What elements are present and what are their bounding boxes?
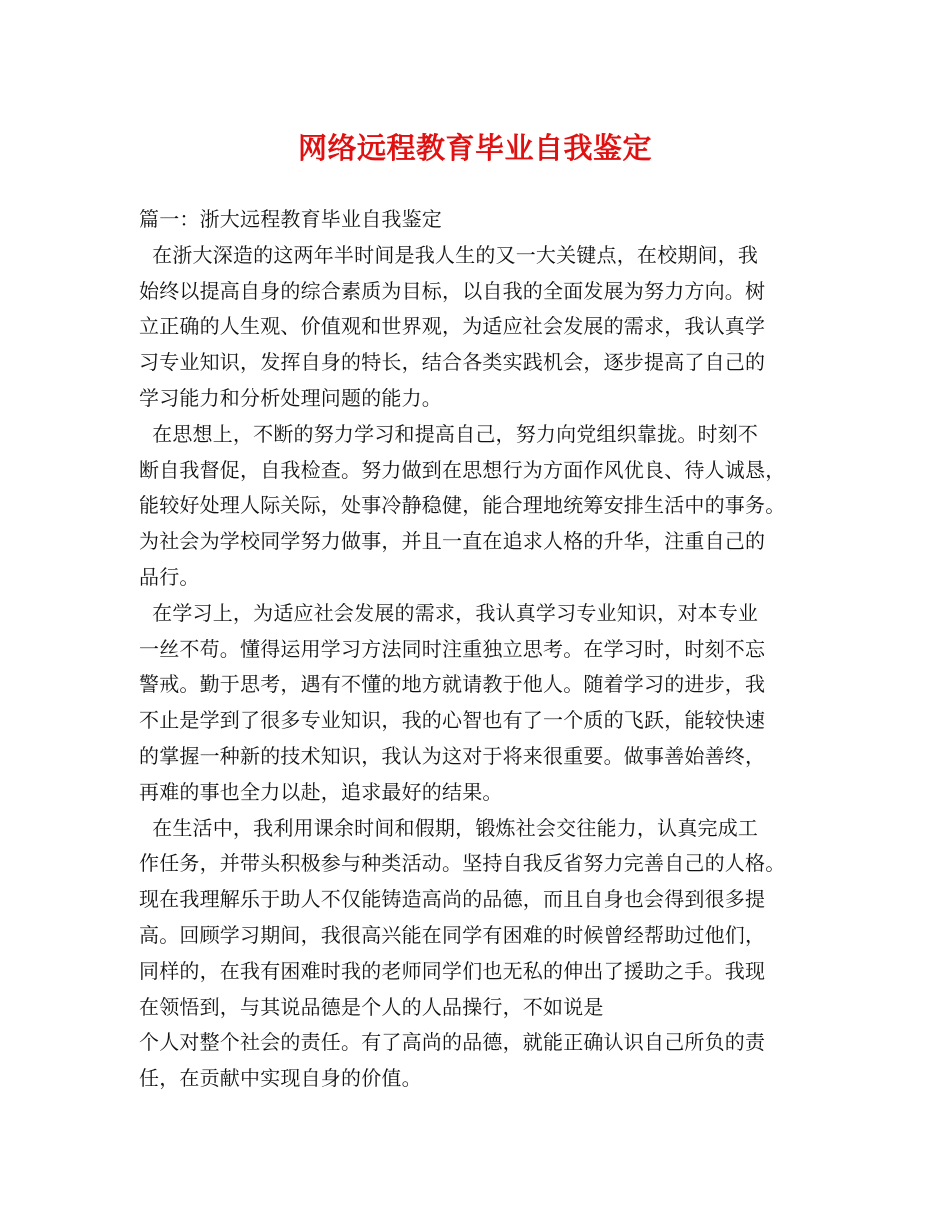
text-line: 习专业知识，发挥自身的特长，结合各类实践机会，逐步提高了自己的 bbox=[139, 350, 766, 375]
text-line: 立正确的人生观、价值观和世界观，为适应社会发展的需求，我认真学 bbox=[139, 314, 766, 339]
text-line: 任，在贡献中实现自身的价值。 bbox=[139, 1066, 422, 1091]
text-line: 为社会为学校同学努力做事，并且一直在追求人格的升华，注重自己的 bbox=[139, 529, 766, 554]
text-line: 警戒。勤于思考，遇有不懂的地方就请教于他人。随着学习的进步，我 bbox=[139, 672, 766, 697]
text-line: 品行。 bbox=[139, 564, 200, 589]
text-line: 能较好处理人际关际，处事冷静稳健，能合理地统筹安排生活中的事务。 bbox=[139, 493, 786, 518]
text-line: 再难的事也全力以赴，追求最好的结果。 bbox=[139, 779, 503, 804]
text-line: 现在我理解乐于助人不仅能铸造高尚的品德，而且自身也会得到很多提 bbox=[139, 887, 766, 912]
text-line: 篇一：浙大远程教育毕业自我鉴定 bbox=[139, 207, 442, 231]
text-line: 在浙大深造的这两年半时间是我人生的又一大关键点，在校期间，我 bbox=[139, 242, 759, 267]
text-line: 高。回顾学习期间，我很高兴能在同学有困难的时候曾经帮助过他们， bbox=[139, 922, 766, 947]
document-title: 网络远程教育毕业自我鉴定 bbox=[297, 131, 652, 165]
text-line: 的掌握一种新的技术知识，我认为这对于将来很重要。做事善始善终， bbox=[139, 743, 766, 768]
text-line: 不止是学到了很多专业知识，我的心智也有了一个质的飞跃，能较快速 bbox=[139, 708, 766, 733]
text-line: 始终以提高自身的综合素质为目标，以自我的全面发展为努力方向。树 bbox=[139, 278, 766, 303]
text-line: 作任务，并带头积极参与种类活动。坚持自我反省努力完善自己的人格。 bbox=[139, 851, 786, 876]
text-line: 在领悟到，与其说品德是个人的人品操行，不如说是 bbox=[139, 994, 604, 1019]
text-line: 断自我督促，自我检查。努力做到在思想行为方面作风优良、待人诚恳， bbox=[139, 457, 786, 482]
text-line: 学习能力和分析处理问题的能力。 bbox=[139, 385, 442, 410]
text-line: 在生活中，我利用课余时间和假期，锻炼社会交往能力，认真完成工 bbox=[139, 815, 759, 840]
text-line: 个人对整个社会的责任。有了高尚的品德，就能正确认识自己所负的责 bbox=[139, 1030, 766, 1055]
text-line: 在思想上，不断的努力学习和提高自己，努力向党组织靠拢。时刻不 bbox=[139, 421, 759, 446]
text-line: 在学习上，为适应社会发展的需求，我认真学习专业知识，对本专业 bbox=[139, 600, 759, 625]
document-body bbox=[139, 202, 839, 1097]
text-line: 同样的，在我有困难时我的老师同学们也无私的伸出了援助之手。我现 bbox=[139, 958, 766, 983]
text-line: 一丝不苟。懂得运用学习方法同时注重独立思考。在学习时，时刻不忘 bbox=[139, 636, 766, 661]
